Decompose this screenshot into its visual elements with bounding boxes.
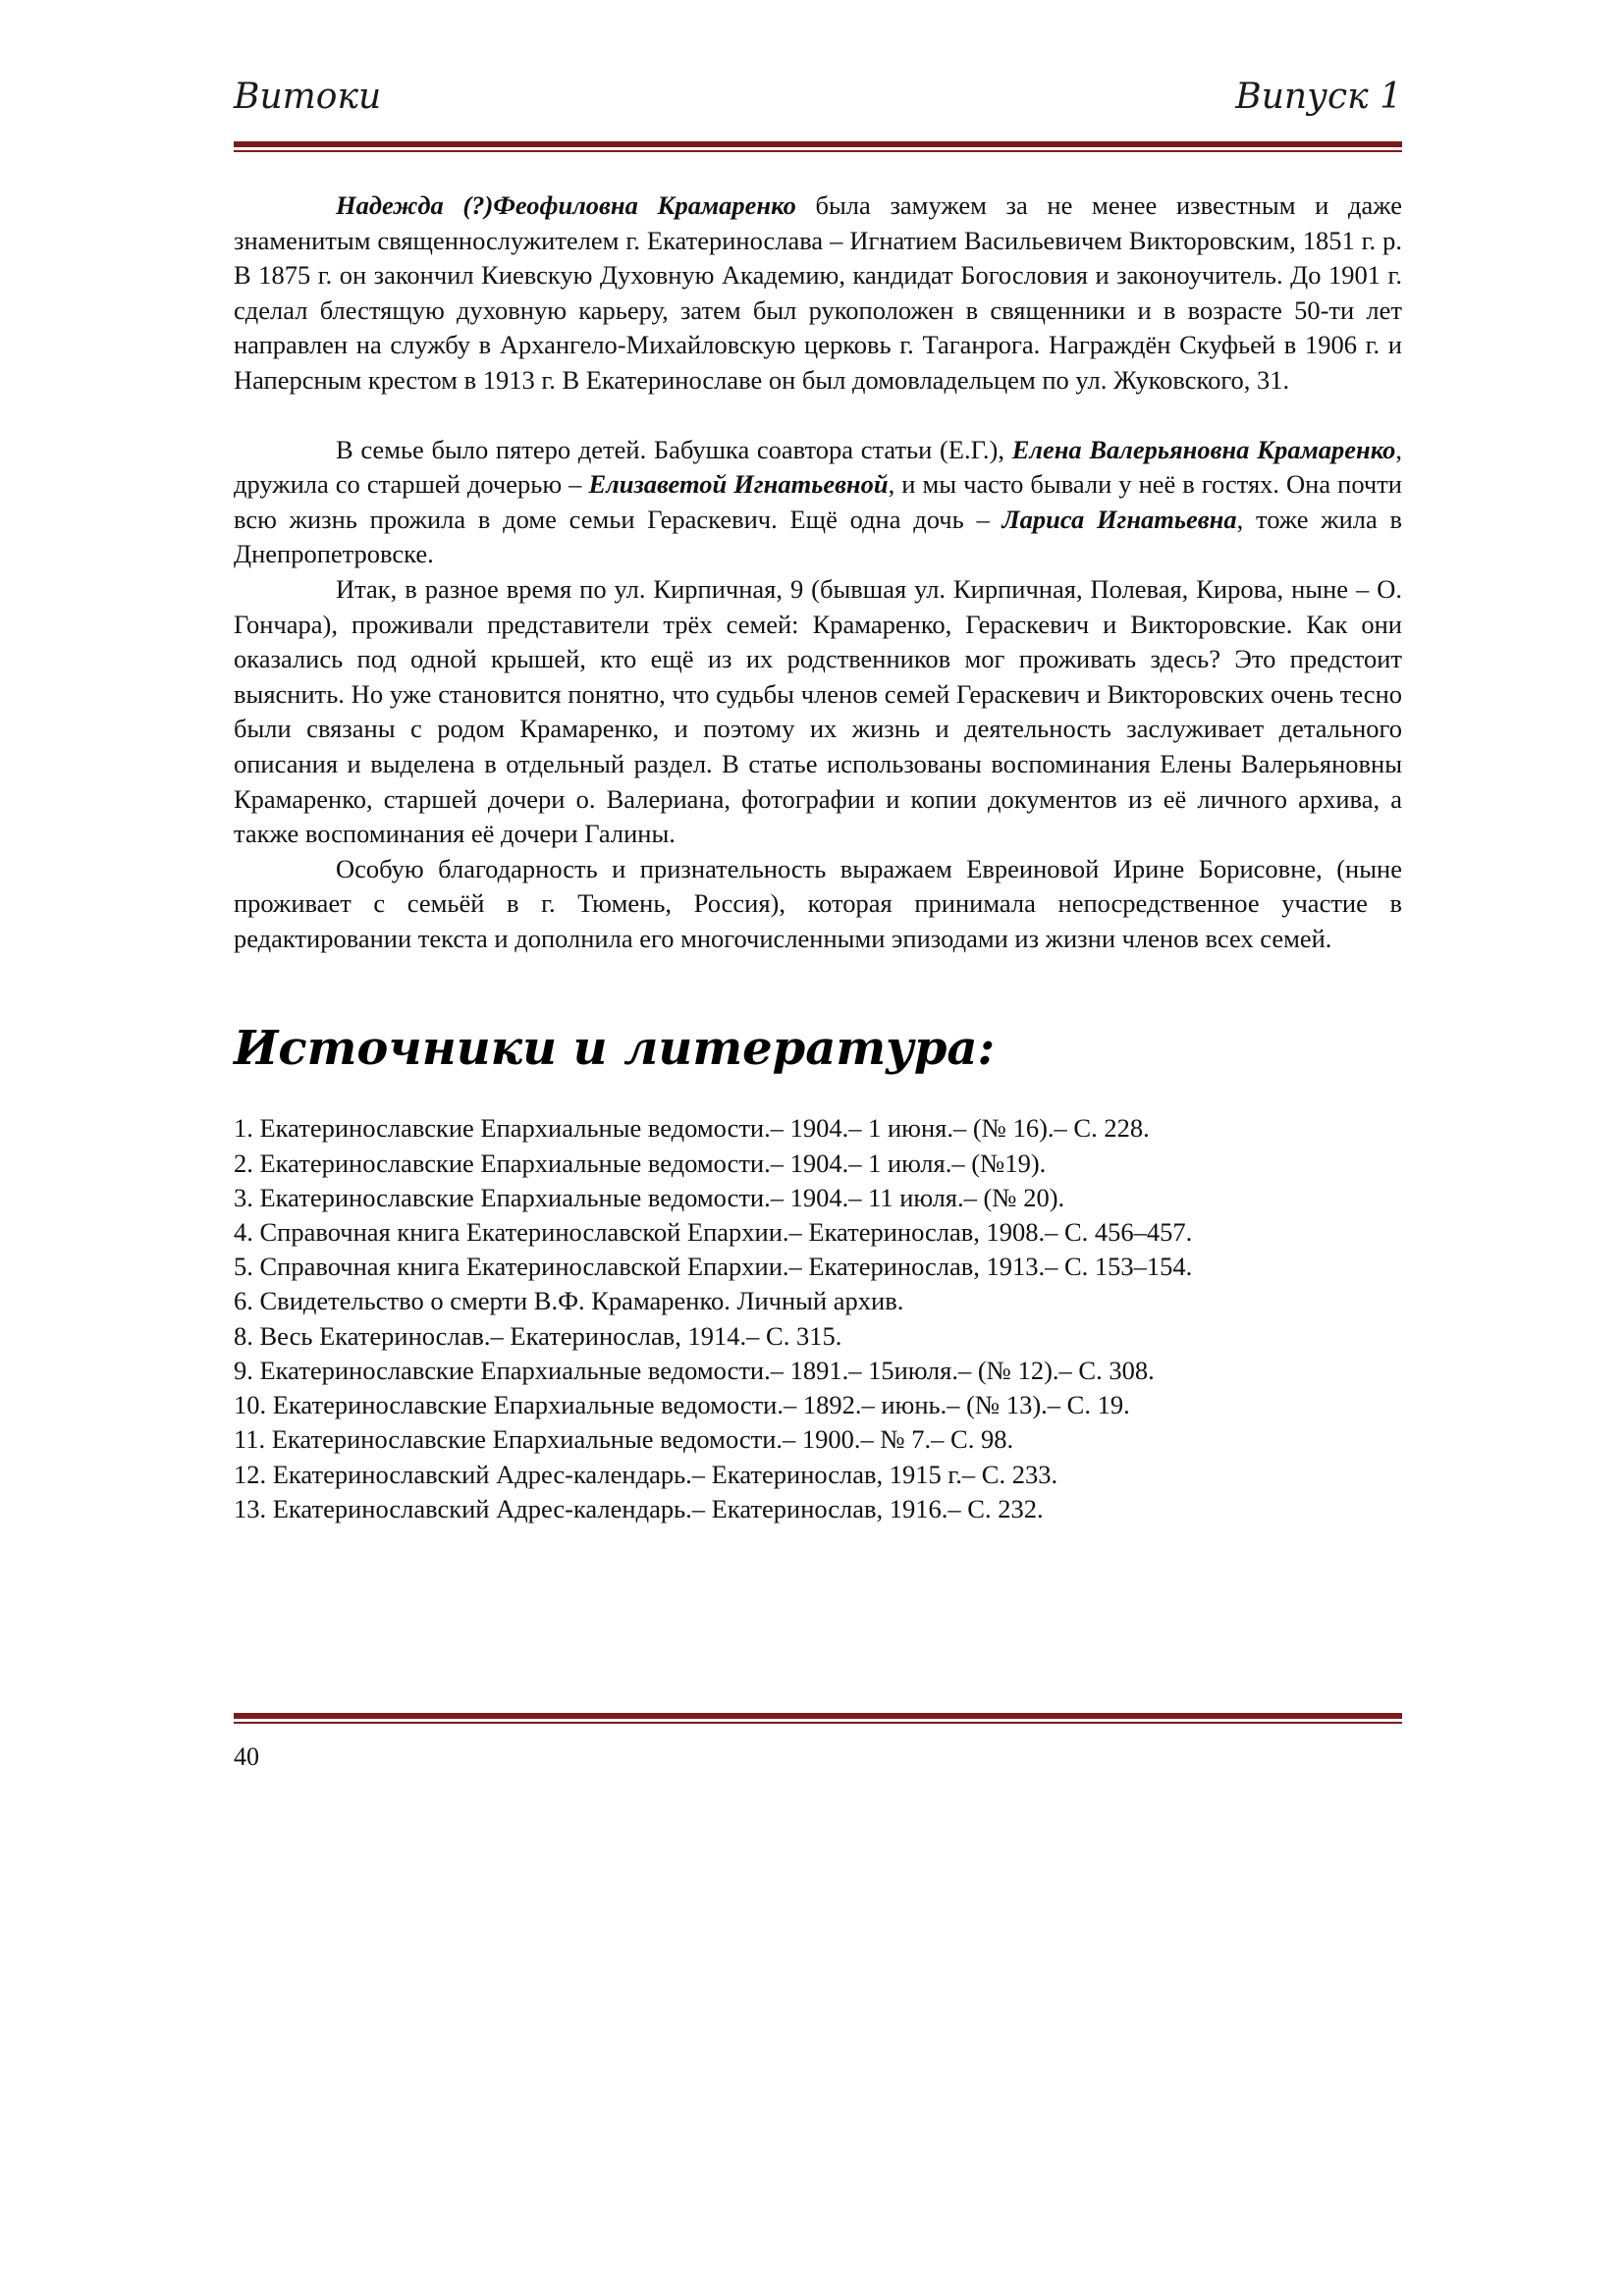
name-highlight: Лариса Игнатьевна <box>1001 504 1237 534</box>
paragraph-3: Итак, в разное время по ул. Кирпичная, 9 (бывшая ул. Кирпичная, Полевая, Кирова, ныне – О. Гончара), проживали представители трёх семей: Крамаренко, Гераскевич и Викторовские. Как они оказались под одной крышей, кто ещё из их родственников мог проживать здесь? Это предстоит выяснить. Но уже становится понятно, что судьбы членов семей Гераскевич и Викторовских очень тесно были связаны с родом Крамаренко, и поэтому их жизнь и деятельность заслуживает детального описания и выделена в отдельный раздел. В статье использованы воспоминания Елены Валерьяновны Крамаренко, старшей дочери о. Валериана, фотографии и копии документов из её личного архива, а также воспоминания её дочери Галины. <box>234 573 1402 849</box>
list-item: 10. Екатеринославские Епархиальные ведомости.– 1892.– июнь.– (№ 13).– С. 19. <box>234 1390 1130 1420</box>
paragraph-2: В семье было пятеро детей. Бабушка соавтора статьи (Е.Г.), Елена Валерьяновна Крамаренко, дружила со старшей дочерью – Елизаветой Игнатьевной, и мы часто бывали у неё в гостях. Она почти всю жизнь прожила в доме семьи Гераскевич. Ещё одна дочь – Лариса Игнатьевна, тоже жила в Днепропетровске. <box>234 434 1402 569</box>
paragraph-1: Надежда (?)Феофиловна Крамаренко была замужем за не менее известным и даже знаменитым священнослужителем г. Екатеринослава – Игнатием Васильевичем Викторовским, 1851 г. р. В 1875 г. он закончил Киевскую Духовную Академию, кандидат Богословия и законоучитель. До 1901 г. сделал блестящую духовную карьеру, затем был рукоположен в священники и в возрасте 50-ти лет направлен на службу в Архангело-Михайловскую церковь г. Таганрога. Награждён Скуфьей в 1906 г. и Наперсным крестом в 1913 г. В Екатеринославе он был домовладельцем по ул. Жуковского, 31. <box>234 190 1402 395</box>
list-item: 12. Екатеринославский Адрес-календарь.– Екатеринослав, 1915 г.– С. 233. <box>234 1459 1058 1489</box>
journal-title: Витоки <box>234 77 382 117</box>
sources-heading: Источники и литература: <box>234 1021 996 1077</box>
list-item: 1. Екатеринославские Епархиальные ведомости.– 1904.– 1 июня.– (№ 16).– С. 228. <box>234 1113 1150 1144</box>
list-item: 3. Екатеринославские Епархиальные ведомости.– 1904.– 11 июля.– (№ 20). <box>234 1182 1065 1212</box>
list-item: 4. Справочная книга Екатеринославской Епархии.– Екатеринослав, 1908.– С. 456–457. <box>234 1217 1193 1248</box>
list-item: 13. Екатеринославский Адрес-календарь.– Екатеринослав, 1916.– С. 232. <box>234 1493 1044 1523</box>
list-item: 2. Екатеринославские Епархиальные ведомости.– 1904.– 1 июля.– (№19). <box>234 1148 1047 1178</box>
running-header <box>234 77 1402 128</box>
sources-list <box>234 1111 1402 1525</box>
page-number: 40 <box>234 1742 259 1771</box>
name-highlight: Надежда (?)Феофиловна Крамаренко <box>336 190 796 220</box>
article-body <box>234 188 1402 1526</box>
list-item: 6. Свидетельство о смерти В.Ф. Крамаренко. Личный архив. <box>234 1286 904 1316</box>
list-item: 9. Екатеринославские Епархиальные ведомости.– 1891.– 15июля.– (№ 12).– С. 308. <box>234 1355 1155 1385</box>
paragraph-4: Особую благодарность и признательность выражаем Евреиновой Ирине Борисовне, (ныне проживает с семьёй в г. Тюмень, Россия), которая принимала непосредственное участие в редактировании текста и дополнила его многочисленными эпизодами из жизни членов всех семей. <box>234 853 1402 953</box>
list-item: 11. Екатеринославские Епархиальные ведомости.– 1900.– № 7.– С. 98. <box>234 1424 1014 1455</box>
name-highlight: Елизаветой Игнатьевной <box>588 469 889 500</box>
name-highlight: Елена Валерьяновна Крамаренко <box>1011 434 1396 464</box>
list-item: 8. Весь Екатеринослав.– Екатеринослав, 1914.– С. 315. <box>234 1320 842 1351</box>
list-item: 5. Справочная книга Екатеринославской Епархии.– Екатеринослав, 1913.– С. 153–154. <box>234 1252 1193 1282</box>
issue-label: Випуск 1 <box>1235 77 1402 117</box>
header-rule <box>234 141 1402 152</box>
footer-rule <box>234 1713 1402 1724</box>
